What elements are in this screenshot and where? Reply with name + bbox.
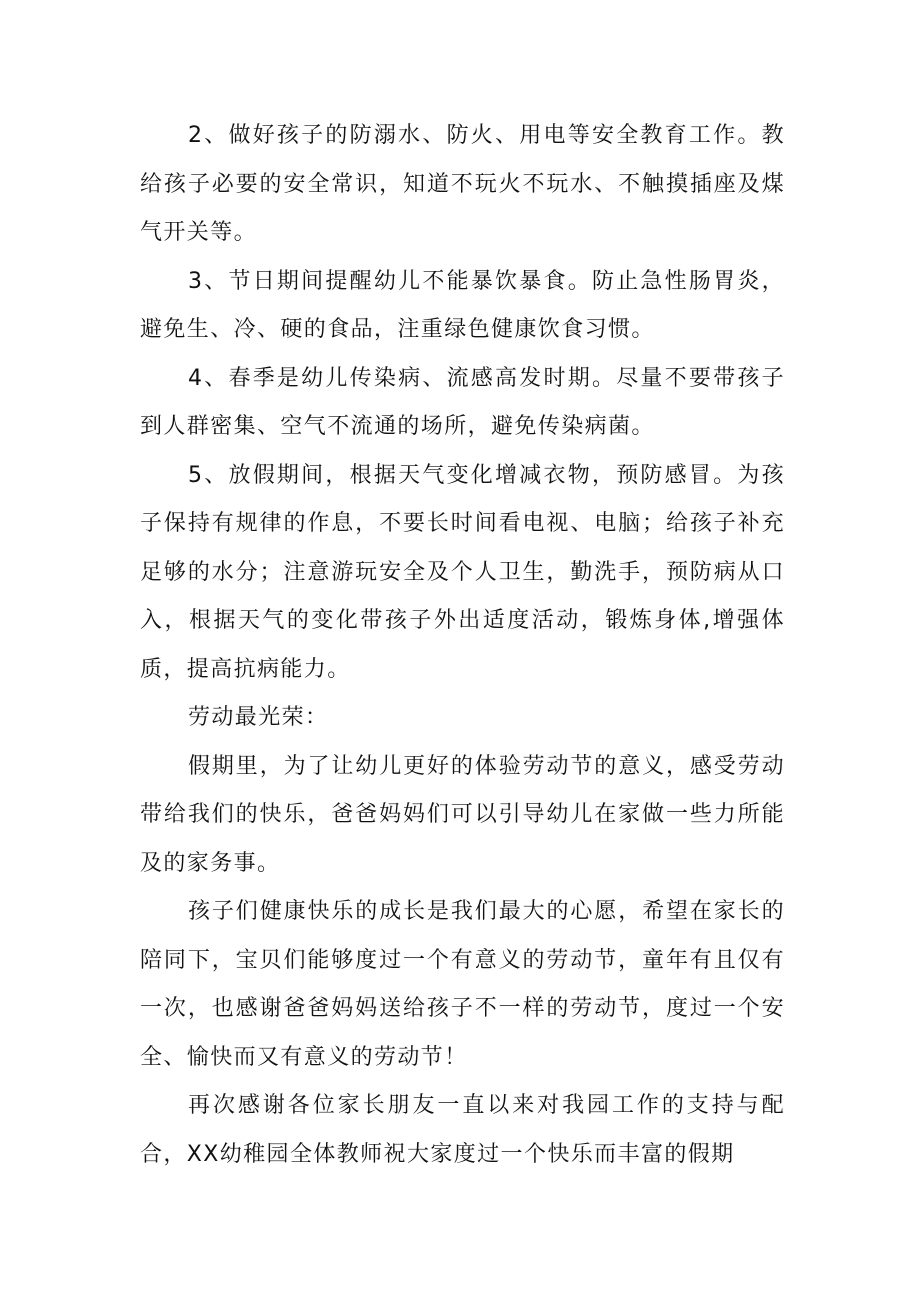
paragraph-housework: 假期里，为了让幼儿更好的体验劳动节的意义，感受劳动带给我们的快乐，爸爸妈妈们可以引导幼儿在家做一些力所能及的家务事。 (140, 753, 785, 876)
paragraph-infectious-disease: 4、春季是幼儿传染病、流感高发时期。尽量不要带孩子到人群密集、空气不流通的场所，避免传染病菌。 (140, 365, 785, 439)
paragraph-diet: 3、节日期间提醒幼儿不能暴饮暴食。防止急性肠胃炎，避免生、冷、硬的食品，注重绿色健康饮食习惯。 (140, 268, 785, 342)
paragraph-thanks: 再次感谢各位家长朋友一直以来对我园工作的支持与配合，XX幼稚园全体教师祝大家度过一个快乐而丰富的假期 (140, 1093, 785, 1167)
paragraph-safety-education: 2、做好孩子的防溺水、防火、用电等安全教育工作。教给孩子必要的安全常识，知道不玩火不玩水、不触摸插座及煤气开关等。 (140, 123, 785, 245)
paragraph-health-habits: 5、放假期间，根据天气变化增减衣物，预防感冒。为孩子保持有规律的作息，不要长时间看电视、电脑；给孩子补充足够的水分；注意游玩安全及个人卫生，勤洗手，预防病从口入，根据天气的变化带孩子外出适度活动，锻炼身体,增强体质，提高抗病能力。 (140, 462, 785, 682)
section-heading-labor: 劳动最光荣： (188, 705, 329, 730)
paragraph-wishes: 孩子们健康快乐的成长是我们最大的心愿，希望在家长的陪同下，宝贝们能够度过一个有意义的劳动节，童年有且仅有一次，也感谢爸爸妈妈送给孩子不一样的劳动节，度过一个安全、愉快而又有意义的劳动节！ (140, 899, 785, 1070)
document-body (140, 112, 785, 1179)
